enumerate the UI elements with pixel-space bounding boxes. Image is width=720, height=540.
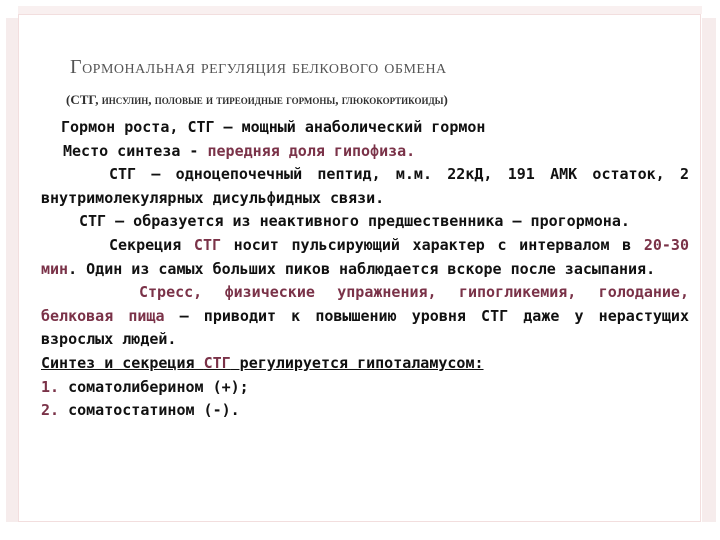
term-stg: СТГ	[109, 165, 137, 184]
paragraph-synthesis-site	[41, 140, 689, 164]
text: регулируется гипоталамусом:	[230, 353, 484, 372]
slide-body	[41, 116, 689, 423]
slide-title: Гормональная регуляция белкового обмена	[70, 56, 447, 78]
top-decoration	[18, 6, 702, 14]
text: Секреция	[109, 235, 194, 254]
list-item	[41, 399, 689, 423]
text: носит пульсирующий характер с интервалом в	[221, 235, 644, 254]
paragraph-growth-hormone	[41, 116, 689, 140]
term-stg: СТГ	[481, 306, 509, 325]
paragraph-stimuli	[41, 281, 689, 352]
paragraph-structure	[41, 163, 689, 210]
text: даже у нерастущих взрослых людей.	[41, 306, 689, 349]
term-stg: СТГ	[79, 212, 107, 231]
left-decoration	[6, 18, 18, 522]
text: Место синтеза -	[63, 141, 208, 160]
highlight-stg: СТГ	[193, 235, 222, 254]
text: – одноцепочечный пептид, м.м. 22кД, 191 АМК остаток, 2 внутримолекулярных дисульфидных связи.	[41, 165, 689, 207]
paragraph-secretion	[41, 234, 689, 281]
text: – мощный анаболический гормон	[214, 118, 486, 136]
list-number: 2.	[41, 401, 60, 420]
list-item	[41, 376, 689, 400]
text: – образуется из неактивного предшественника – прогормона.	[106, 212, 630, 231]
list-number: 1.	[41, 377, 60, 396]
text: Синтез и секреция	[41, 353, 204, 372]
highlight-stimuli: Стресс, физические упражнения, гипогликемия, голодание, белковая пища	[41, 283, 689, 325]
text: Гормон роста,	[61, 118, 188, 136]
text: – приводит к повышению уровня	[164, 306, 482, 325]
slide-subtitle: (СТГ, инсулин, половые и тиреоидные гормоны, глюкокортикоиды)	[66, 92, 448, 107]
highlight-stg: СТГ	[203, 353, 231, 372]
right-decoration	[702, 18, 716, 522]
text: . Один из самых больших пиков наблюдается вскоре после засыпания.	[68, 259, 656, 278]
list-text: соматостатином (-).	[59, 401, 240, 420]
paragraph-regulation	[41, 352, 689, 376]
paragraph-precursor	[41, 210, 689, 234]
term-stg: СТГ	[187, 118, 215, 136]
highlight-interval: 20-30 мин	[41, 235, 689, 278]
list-text: соматолиберином (+);	[59, 377, 249, 396]
highlight-pituitary: передняя доля гипофиза.	[207, 141, 416, 160]
